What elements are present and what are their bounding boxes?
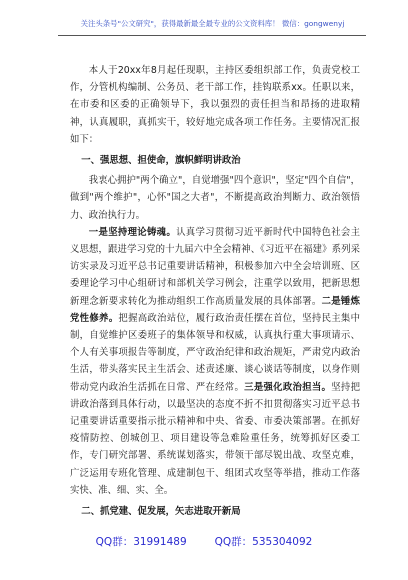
header-divider (58, 35, 366, 36)
qq-group-1: QQ群：31991489 (95, 536, 187, 548)
qq-group-2: QQ群：535304092 (214, 536, 313, 548)
point-1-label: 一是坚持理论铸魂。 (88, 226, 177, 238)
header-banner: 关注头条号"公文研究"，获得最新最全最专业的公文资料库！ 微信：gongwenyj (80, 19, 345, 28)
point-3-label: 三是强化政治担当。 (244, 381, 332, 393)
point-2-label: 二是锤炼党性修养。 (70, 295, 360, 324)
section-heading-2: 二、抓党建、促发展，矢志进取开新局 (81, 506, 241, 518)
point-3-text: 坚持把讲政治落到具体行动，以最坚决的态度不折不扣贯彻落实习近平总书记重要讲话重要指示批示精神和中央、省委、市委决策部署。在抓好疫情防控、创城创卫、项目建设等急难险重任务，统筹抓好区委工作，专门研究部署、系统谋划落实，带领干部尽锐出战、攻坚克难，广泛运用专班化管理、成建制包干、组团式攻坚等举措，推动工作落实快、准、细、实、全。 (70, 381, 360, 496)
paragraph-politics: 我衷心拥护"两个确立"，自觉增强"四个意识"，坚定"四个自信"，做到"两个维护"，心怀"国之大者"，不断提高政治判断力、政治领悟力、政治执行力。 (70, 175, 360, 221)
document-body (70, 62, 360, 523)
paragraph-theory (70, 224, 360, 499)
intro-paragraph: 本人于20xx年8月起任现职，主持区委组织部工作，负责党校工作，分管机构编制、公务员、老干部工作，挂钩联系xx。任职以来，在市委和区委的正确领导下，我以强烈的责任担当和昂扬的进取精神，认真履职，真抓实干，较好地完成各项工作任务。主要情况汇报如下： (70, 65, 360, 145)
section-heading-1: 一、强思想、担使命，旗帜鲜明讲政治 (81, 155, 241, 167)
point-2-text: 把握高政治站位，履行政治责任摆在首位，坚持民主集中制，自觉维护区委班子的集体领导和权威，认真执行重大事项请示、个人有关事项报告等制度，严守政治纪律和政治规矩，严肃党内政治生活，带头落实民主生活会、述责述廉、谈心谈话等制度，以身作则带动党内政治生活抓在日常、严在经常。 (70, 312, 360, 393)
point-1-text: 认真学习贯彻习近平新时代中国特色社会主义思想，跟进学习党的十九届六中全会精神、《习近平在福建》系列采访实录及习近平总书记重要讲话精神，积极参加六中全会培训班、区委理论学习中心组研讨和部机关学习例会，注重学以致用，把新思想新理念新要求转化为推动组织工作高质量发展的具体部署。 (70, 226, 360, 307)
page-footer (0, 534, 408, 549)
